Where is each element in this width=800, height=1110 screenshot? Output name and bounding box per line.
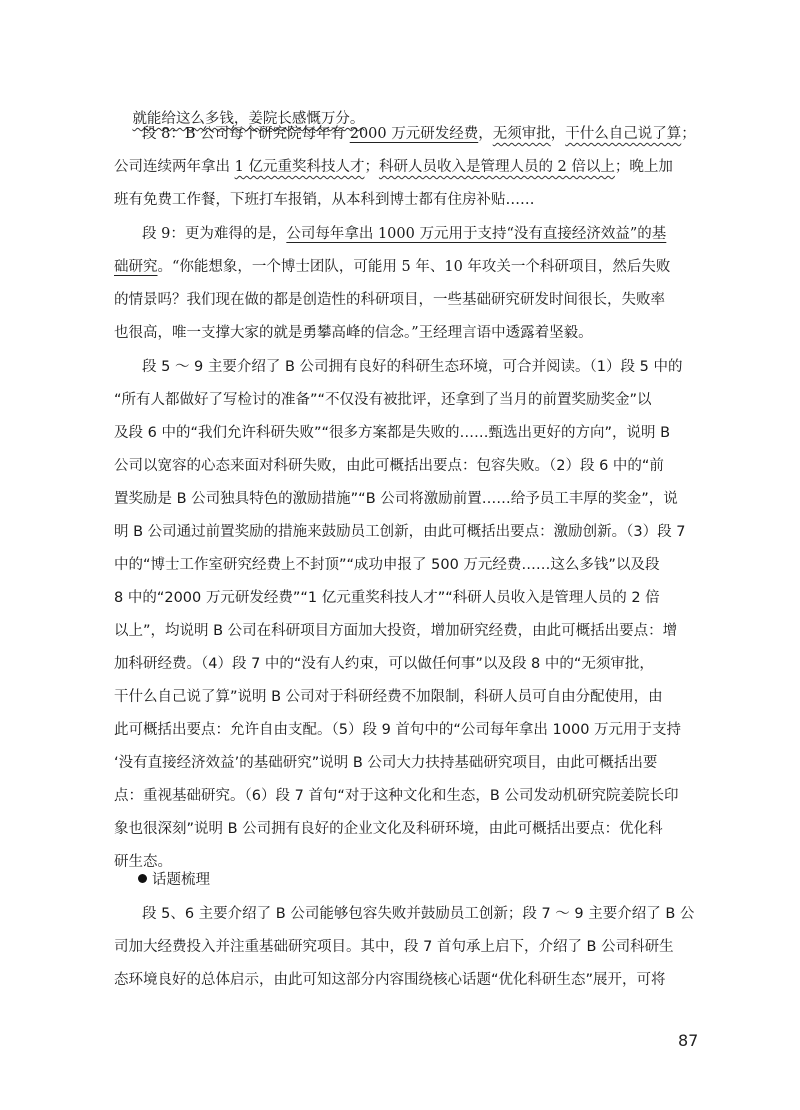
wavy-underlined-phrase: 1 亿元重奖科技人才 (234, 159, 365, 175)
bullet-icon (138, 874, 147, 883)
analysis-line-6: 明 B 公司通过前置奖励的措施来鼓励员工创新，由此可概括出要点：激励创新。（3）段 7 (114, 524, 686, 540)
wavy-underlined-phrase: 无须审批 (492, 126, 551, 142)
paragraph-9-line-1: 段 9：更为难得的是，公司每年拿出 1000 万元用于支持“没有直接经济效益”的基 (142, 226, 667, 242)
paragraph-9-line-2: 础研究。“你能想象，一个博士团队，可能用 5 年、10 年攻关一个科研项目，然后失败 (114, 259, 671, 275)
wavy-underlined-phrase: 就能给这么多钱，姜院长感慨万分。 (132, 111, 365, 127)
underlined-phrase: 2000 万元研发经费 (349, 126, 479, 142)
analysis-line-13: ‘没有直接经济效益’的基础研究”说明 B 公司大力扶持基础研究项目，由此可概括出要 (114, 755, 658, 771)
topic-line-3: 态环境良好的总体启示，由此可知这部分内容围绕核心话题“优化科研生态”展开，可将 (114, 972, 666, 988)
analysis-line-1: 段 5 ～ 9 主要介绍了 B 公司拥有良好的科研生态环境，可合并阅读。（1）段 5 中的 (142, 359, 683, 375)
topic-line-2: 司加大经费投入并注重基础研究项目。其中，段 7 首句承上启下，介绍了 B 公司科研生 (114, 939, 674, 955)
paragraph-9-line-3: 的情景吗？我们现在做的都是创造性的科研项目，一些基础研究研发时间很长，失败率 (114, 292, 665, 308)
analysis-line-4: 公司以宽容的心态来面对科研失败，由此可概括出要点：包容失败。（2）段 6 中的“前 (114, 458, 664, 474)
analysis-line-15: 象也很深刻”说明 B 公司拥有良好的企业文化及科研环境，由此可概括出要点：优化科 (114, 821, 663, 837)
wavy-underlined-phrase: 科研人员收入是管理人员的 2 倍以上 (378, 159, 615, 175)
wavy-underlined-phrase: 干什么自己说了算 (565, 126, 682, 142)
paragraph-8-line-1: 段 8：B 公司每个研究院每年有 2000 万元研发经费，无须审批，干什么自己说了算； (142, 126, 696, 142)
paragraph-8-line-3: 班有免费工作餐，下班打车报销，从本科到博士都有住房补贴…… (114, 192, 535, 208)
analysis-line-2: “所有人都做好了写检讨的准备”“不仅没有被批评，还拿到了当月的前置奖励奖金”以 (114, 392, 652, 408)
topic-line-1: 段 5、6 主要介绍了 B 公司能够包容失败并鼓励员工创新；段 7 ～ 9 主要介绍了 B 公 (142, 906, 695, 922)
paragraph-8-line-2: 公司连续两年拿出 1 亿元重奖科技人才；科研人员收入是管理人员的 2 倍以上；晚上加 (114, 159, 673, 175)
paragraph-9-line-4: 也很高，唯一支撑大家的就是勇攀高峰的信念。”王经理言语中透露着坚毅。 (114, 325, 593, 341)
section-heading: 话题梳理 (138, 870, 210, 890)
analysis-line-5: 置奖励是 B 公司独具特色的激励措施”“B 公司将激励前置……给予员工丰厚的奖金”，说 (114, 491, 678, 507)
underlined-phrase: 公司每年拿出 1000 万元用于支持“没有直接经济效益”的基 (286, 226, 667, 242)
analysis-line-3: 及段 6 中的“我们允许科研失败”“很多方案都是失败的……甄选出更好的方向”，说明 B (114, 425, 671, 441)
analysis-line-10: 加科研经费。（4）段 7 中的“没有人约束，可以做任何事”以及段 8 中的“无须审批， (114, 656, 654, 672)
page-number: 87 (678, 1031, 699, 1050)
analysis-line-8: 8 中的“2000 万元研发经费”“1 亿元重奖科技人才”“科研人员收入是管理人员的 2 倍 (114, 590, 660, 606)
underlined-phrase: 础研究 (114, 259, 158, 275)
analysis-line-16: 研生态。 (114, 854, 172, 870)
analysis-line-14: 点：重视基础研究。（6）段 7 首句“对于这种文化和生态，B 公司发动机研究院姜院长印 (114, 788, 679, 804)
analysis-line-11: 干什么自己说了算”说明 B 公司对于科研经费不加限制，科研人员可自由分配使用，由 (114, 689, 663, 705)
analysis-line-9: 以上”，均说明 B 公司在科研项目方面加大投资，增加研究经费，由此可概括出要点：增 (114, 623, 678, 639)
analysis-line-12: 此可概括出要点：允许自由支配。（5）段 9 首句中的“公司每年拿出 1000 万元用于支持 (114, 722, 682, 738)
analysis-line-7: 中的“博士工作室研究经费上不封顶”“成功申报了 500 万元经费……这么多钱”以及段 (114, 557, 660, 573)
